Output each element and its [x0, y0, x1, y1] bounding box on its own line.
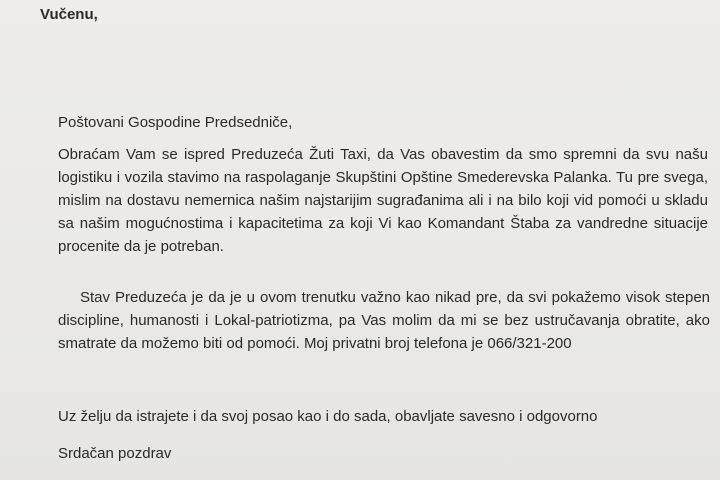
- paragraph-2-text: Stav Preduzeća je da je u ovom trenutku važno kao nikad pre, da svi pokažemo visok stepen discipline, humanosti i Lokal-patriotizma, pa Vas molim da mi se bez ustručavanja obratite, ako smatrate da možemo biti od pomoći. Moj privatni broj telefona je 066/321-200: [58, 289, 710, 352]
- recipient-line: Vučenu,: [40, 6, 98, 23]
- paragraph-3: Uz želju da istrajete i da svoj posao kao i do sada, obavljate savesno i odgovorno: [58, 408, 598, 425]
- paragraph-2: [58, 286, 710, 355]
- paragraph-1: Obraćam Vam se ispred Preduzeća Žuti Taxi, da Vas obavestim da smo spremni da svu našu logistiku i vozila stavimo na raspolaganje Skupštini Opštine Smederevska Palanka. Tu pre svega, mislim na dostavu nemernica našim najstarijim sugrađanima ali i na bilo koji vid pomoći u skladu sa našim mogućnostima i kapacitetima za koji Vi kao Komandant Štaba za vandredne situacije procenite da je potreban.: [58, 146, 708, 255]
- salutation: Poštovani Gospodine Predsedniče,: [58, 114, 293, 131]
- closing-line: Srdačan pozdrav: [58, 445, 172, 462]
